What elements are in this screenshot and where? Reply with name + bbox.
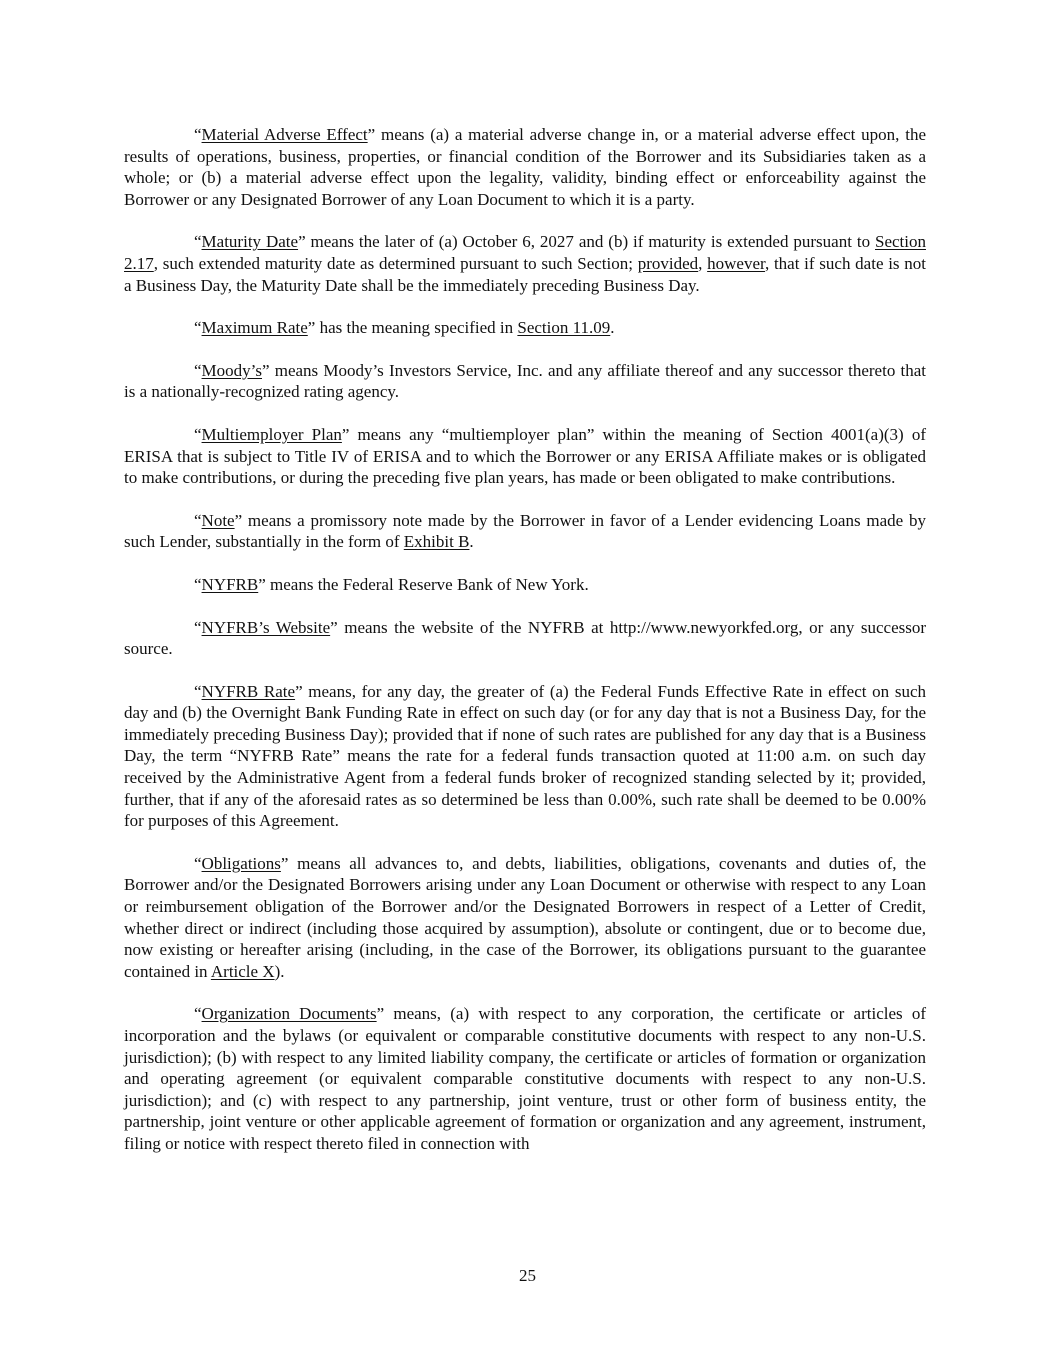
defined-term: Moody’s [201, 360, 263, 380]
definition-note: “Note” means a promissory note made by the Borrower in favor of a Lender evidencing Loans made by such Lender, substantially in the form of Exhibit B. [124, 510, 926, 552]
definition-text: ” has the meaning specified in [307, 318, 518, 338]
definition-text: ). [274, 961, 285, 981]
definition-text: ” means (a) a material adverse change in, or a material adverse effect upon, the results of operations, business, properties, or financial condition of the Borrower and its Subsidiaries taken as a whole; or (b) a material adverse effect upon the legality, validity, binding effect or enforceability against the Borrower or any Designated Borrower of any Loan Document to which it is a party. [124, 125, 926, 209]
definition-text: ” means any “multiemployer plan” within the meaning of Section 4001(a)(3) of ERISA that is subject to Title IV of ERISA and to which the Borrower or any ERISA Affiliate makes or is obligated to make contributions, or during the preceding five plan years, has made or been obligated to make contributions. [124, 424, 926, 488]
defined-term: Note [201, 510, 235, 530]
definition-text: , [698, 253, 708, 273]
definition-text: ” means a promissory note made by the Borrower in favor of a Lender evidencing Loans made by such Lender, substantially in the form of [124, 510, 926, 552]
definition-multiemployer-plan: “Multiemployer Plan” means any “multiemployer plan” within the meaning of Section 4001(a)(3) of ERISA that is subject to Title IV of ERISA and to which the Borrower or any ERISA Affiliate makes or is obligated to make contributions, or during the preceding five plan years, has made or been obligated to make contributions. [124, 424, 926, 488]
exhibit-reference: Exhibit B [403, 532, 470, 552]
definition-nyfrb: “NYFRB” means the Federal Reserve Bank of New York. [194, 574, 589, 594]
defined-term: Obligations [201, 853, 281, 873]
definition-moodys: “Moody’s” means Moody’s Investors Service, Inc. and any affiliate thereof and any successor thereto that is a nationally-recognized rating agency. [124, 360, 926, 402]
definition-text: ” means, for any day, the greater of (a) the Federal Funds Effective Rate in effect on such day and (b) the Overnight Bank Funding Rate in effect on such day (or for any day that is not a Business Day, for the immediately preceding Business Day); provided that if none of such rates are published for any day that is a Business Day, the term “NYFRB Rate” means the rate for a federal funds transaction quoted at 11:00 a.m. on such day received by the Administrative Agent from a federal funds broker of recognized standing selected by it; provided, further, that if any of the aforesaid rates as so determined be less than 0.00%, such rate shall be deemed to be 0.00% for purposes of this Agreement. [124, 681, 926, 831]
definition-text: ” means Moody’s Investors Service, Inc. and any affiliate thereof and any successor thereto that is a nationally-recognized rating agency. [124, 360, 926, 402]
definition-maturity-date: “Maturity Date” means the later of (a) October 6, 2027 and (b) if maturity is extended pursuant to Section 2.17, such extended maturity date as determined pursuant to such Section; provided, however, that if such date is not a Business Day, the Maturity Date shall be the immediately preceding Business Day. [124, 232, 927, 295]
definition-nyfrb-rate: “NYFRB Rate” means, for any day, the greater of (a) the Federal Funds Effective Rate in effect on such day and (b) the Overnight Bank Funding Rate in effect on such day (or for any day that is not a Business Day, for the immediately preceding Business Day); provided that if none of such rates are published for any day that is a Business Day, the term “NYFRB Rate” means the rate for a federal funds transaction quoted at 11:00 a.m. on such day received by the Administrative Agent from a federal funds broker of recognized standing selected by it; provided, further, that if any of the aforesaid rates as so determined be less than 0.00%, such rate shall be deemed to be 0.00% for purposes of this Agreement. [124, 681, 926, 831]
definition-text: ” means the website of the NYFRB at http://www.newyorkfed.org, or any successor source. [124, 617, 927, 659]
definition-maximum-rate: “Maximum Rate” has the meaning specified in Section 11.09. [194, 318, 615, 338]
definition-text: . [610, 318, 615, 338]
section-reference: Section 2.17 [124, 232, 926, 273]
definition-text: ” means the later of (a) October 6, 2027 and (b) if maturity is extended pursuant to [298, 232, 875, 252]
defined-term: NYFRB Rate [201, 681, 296, 701]
document-page [124, 124, 926, 1176]
proviso-term: however [707, 253, 765, 273]
defined-term: Maturity Date [201, 232, 299, 252]
section-reference: Section 11.09 [517, 318, 611, 338]
article-reference: Article X [210, 961, 275, 981]
definition-text: ” means all advances to, and debts, liabilities, obligations, covenants and duties of, the Borrower and/or the Designated Borrowers arising under any Loan Document or otherwise with respect to any Loan or reimbursement obligation of the Borrower and/or the Designated Borrowers in respect of a Letter of Credit, whether direct or indirect (including those acquired by assumption), absolute or contingent, due or to become due, now existing or hereafter arising (including, in the case of the Borrower, its obligations pursuant to the guarantee contained in [124, 853, 926, 981]
proviso-term: provided [637, 253, 699, 273]
defined-term: Material Adverse Effect [201, 125, 368, 144]
definition-text: ” means, (a) with respect to any corporation, the certificate or articles of incorporation and the bylaws (or equivalent or comparable constitutive documents with respect to any non-U.S. jurisdiction); (b) with respect to any limited liability company, the certificate or articles of formation or organization and operating agreement (or equivalent comparable constitutive documents with respect to any non-U.S. jurisdiction); and (c) with respect to any partnership, joint venture, trust or other form of business entity, the partnership, joint venture or other applicable agreement of formation or organization and any agreement, instrument, filing or notice with respect thereto filed in connection with [124, 1004, 926, 1153]
definition-text: , such extended maturity date as determined pursuant to such Section; [153, 253, 638, 273]
definition-text: ” means the Federal Reserve Bank of New York. [258, 574, 589, 594]
page-number: 25 [519, 1266, 536, 1285]
defined-term: Organization Documents [201, 1004, 377, 1024]
defined-term: NYFRB’s Website [201, 617, 331, 637]
definition-material-adverse-effect: “Material Adverse Effect” means (a) a material adverse change in, or a material adverse effect upon, the results of operations, business, properties, or financial condition of the Borrower and its Subsidiaries taken as a whole; or (b) a material adverse effect upon the legality, validity, binding effect or enforceability against the Borrower or any Designated Borrower of any Loan Document to which it is a party. [124, 125, 926, 209]
definition-text: . [469, 532, 474, 552]
defined-term: NYFRB [201, 574, 259, 594]
definition-text: , that if such date is not a Business Day, the Maturity Date shall be the immediately preceding Business Day. [124, 253, 927, 295]
defined-term: Multiemployer Plan [201, 424, 342, 444]
definition-organization-documents: “Organization Documents” means, (a) with respect to any corporation, the certificate or articles of incorporation and the bylaws (or equivalent or comparable constitutive documents with respect to any non-U.S. jurisdiction); (b) with respect to any limited liability company, the certificate or articles of formation or organization and operating agreement (or equivalent comparable constitutive documents with respect to any non-U.S. jurisdiction); and (c) with respect to any partnership, joint venture, trust or other form of business entity, the partnership, joint venture or other applicable agreement of formation or organization and any agreement, instrument, filing or notice with respect thereto filed in connection with [124, 1004, 926, 1153]
definition-obligations: “Obligations” means all advances to, and debts, liabilities, obligations, covenants and duties of, the Borrower and/or the Designated Borrowers arising under any Loan Document or otherwise with respect to any Loan or reimbursement obligation of the Borrower and/or the Designated Borrowers in respect of a Letter of Credit, whether direct or indirect (including those acquired by assumption), absolute or contingent, due or to become due, now existing or hereafter arising (including, in the case of the Borrower, its obligations pursuant to the guarantee contained in Article X). [124, 853, 926, 981]
definition-nyfrb-website: “NYFRB’s Website” means the website of the NYFRB at http://www.newyorkfed.org, or any successor source. [124, 617, 927, 659]
defined-term: Maximum Rate [201, 318, 308, 338]
